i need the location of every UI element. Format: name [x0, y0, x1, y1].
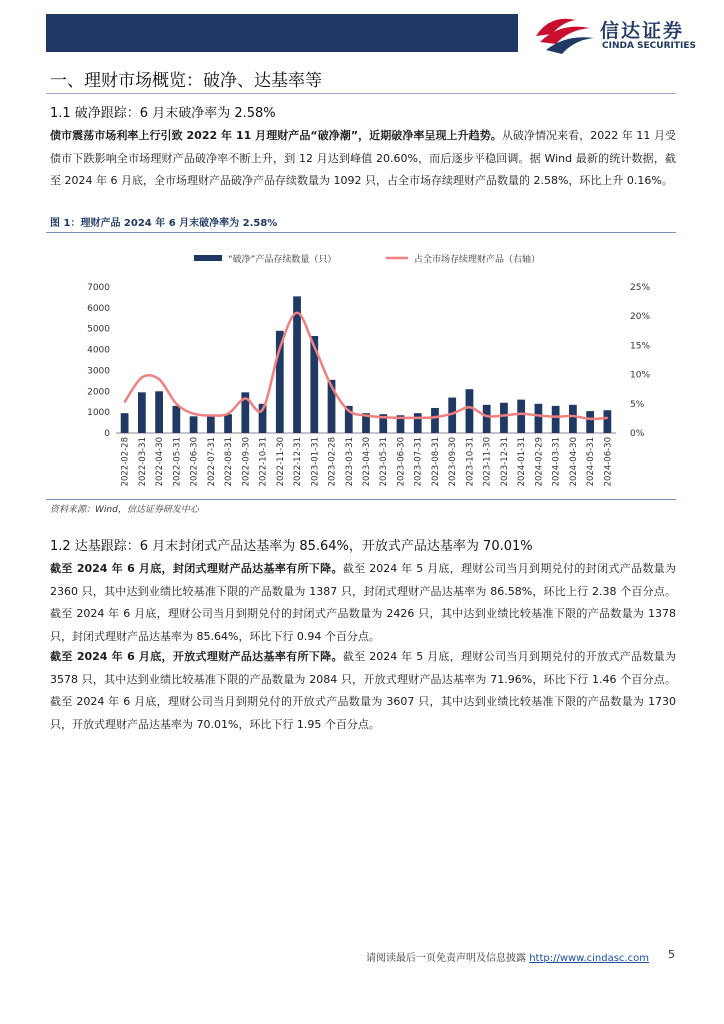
x-tick-label: 2024-06-30: [603, 437, 614, 487]
line-point: [313, 346, 315, 348]
line-point: [382, 416, 384, 418]
paragraph-open-ended: [50, 646, 676, 736]
legend-bar-swatch: [194, 255, 222, 261]
header-bar: [46, 14, 518, 52]
line-point: [210, 415, 212, 417]
line-point: [434, 416, 436, 418]
x-tick-label: 2022-08-31: [224, 437, 235, 487]
x-tick-label: 2024-05-31: [586, 437, 597, 487]
x-tick-label: 2022-02-28: [120, 437, 131, 487]
line-point: [193, 413, 195, 415]
x-tick-label: 2023-02-28: [327, 437, 338, 487]
line-point: [486, 415, 488, 417]
x-tick-label: 2024-03-31: [551, 437, 562, 487]
legend-bar-label: “破净”产品存续数量（只）: [228, 255, 337, 265]
y-right-tick-label: 5%: [630, 399, 645, 410]
line-point: [245, 398, 247, 400]
x-tick-label: 2022-06-30: [189, 437, 200, 487]
footer-disclaimer: [366, 949, 649, 964]
bar: [535, 404, 543, 433]
y-right-tick-label: 15%: [630, 341, 651, 352]
chart-legend: [194, 253, 540, 265]
bar: [190, 416, 198, 433]
paragraph-body: 从破净情况来看，2022 年 11 月受债市下跌影响全市场理财产品破净率不断上升，到 12 月达到峰值 20.60%，而后逐步平稳回调。据 Wind 最新的统计数据，截至 2024 年 6 月底，全市场理财产品破净产品存续数量为 1092 只，占全市场存续理财产品数量的 2.58%，环比上升 0.16%。: [50, 129, 676, 187]
x-tick-label: 2022-11-30: [275, 437, 286, 487]
line-point: [158, 378, 160, 380]
y-left-tick-label: 7000: [87, 283, 110, 293]
logo-mark-icon: [532, 14, 596, 56]
line-point: [451, 413, 453, 415]
line-series: [124, 312, 608, 420]
y-left-tick-label: 2000: [87, 387, 110, 398]
bar: [604, 410, 612, 433]
x-tick-label: 2022-09-30: [241, 437, 252, 487]
bar: [500, 403, 508, 433]
x-tick-label: 2023-10-31: [465, 437, 476, 487]
section-title: 一、理财市场概览：破净、达基率等: [50, 71, 322, 91]
line-point: [365, 415, 367, 417]
y-left-tick-label: 1000: [87, 408, 110, 419]
x-tick-label: 2023-05-31: [379, 437, 390, 487]
figure-bottom-rule: [46, 499, 676, 500]
line-point: [572, 415, 574, 417]
paragraph-lead: 债市震荡市场利率上行引致 2022 年 11 月理财产品“破净潮”，近期破净率呈现上升趋势。: [50, 129, 502, 142]
logo-text-cn: 信达证券: [600, 20, 685, 42]
line-point: [262, 409, 264, 411]
line-point: [348, 410, 350, 412]
footer-website-link[interactable]: http://www.cindasc.com: [529, 953, 649, 964]
logo-text-en: CINDA SECURITIES: [602, 41, 696, 51]
y-left-tick-label: 4000: [87, 345, 110, 356]
x-tick-label: 2023-11-30: [482, 437, 493, 487]
x-tick-label: 2022-04-30: [155, 437, 166, 487]
breakeven-chart: [46, 240, 676, 496]
line-point: [503, 415, 505, 417]
paragraph-closed-ended: [50, 558, 676, 648]
y-right-tick-label: 20%: [630, 312, 651, 323]
figure-source: 资料来源：Wind，信达证券研发中心: [50, 505, 199, 515]
bar: [224, 414, 232, 433]
page-number: 5: [668, 948, 675, 961]
x-tick-label: 2023-07-31: [413, 437, 424, 487]
x-tick-label: 2024-01-31: [517, 437, 528, 487]
legend-line-label: 占全市场存续理财产品（右轴）: [414, 255, 541, 265]
bar: [138, 392, 146, 433]
line-point: [176, 403, 178, 405]
line-point: [296, 312, 298, 314]
line-point: [538, 415, 540, 417]
ratio-line: [125, 313, 608, 419]
x-tick-label: 2024-02-29: [534, 437, 545, 487]
bar: [155, 391, 163, 433]
bar: [293, 296, 301, 433]
line-point: [555, 416, 557, 418]
paragraph-body: 截至 2024 年 5 月底，理财公司当月到期兑付的封闭式产品数量为 2360 只，其中达到业绩比较基准下限的产品数量为 1387 只，封闭式理财产品达基率为 86.58%，环比上行 2.38 个百分点。截至 2024 年 6 月底，理财公司当月到期兑付的封闭式产品数量为 2426 只，其中达到业绩比较基准下限的产品数量为 1378 只，封闭式理财产品达基率为 85.64%，环比下行 0.94 个百分点。: [50, 562, 676, 643]
y-left-tick-label: 3000: [87, 366, 110, 377]
x-tick-label: 2022-10-31: [258, 437, 269, 487]
figure-top-rule: [46, 232, 676, 233]
line-point: [417, 417, 419, 419]
paragraph-body: 截至 2024 年 5 月底，理财公司当月到期兑付的开放式产品数量为 3578 只，其中达到业绩比较基准下限的产品数量为 2084 只，开放式理财产品达基率为 71.96%，环比下行 1.46 个百分点。截至 2024 年 6 月底，理财公司当月到期兑付的开放式产品数量为 3607 只，其中达到业绩比较基准下限的产品数量为 1730 只，开放式理财产品达基率为 70.01%，环比下行 1.95 个百分点。: [50, 650, 676, 731]
x-axis-labels: [121, 437, 614, 486]
paragraph-lead: 截至 2024 年 6 月底，开放式理财产品达基率有所下降。: [50, 650, 343, 663]
bar: [466, 389, 474, 433]
bar-series: [121, 296, 612, 433]
x-tick-label: 2023-09-30: [448, 437, 459, 487]
y-left-tick-label: 5000: [87, 324, 110, 335]
y-right-tick-label: 0%: [630, 429, 645, 439]
figure-caption: 图 1：理财产品 2024 年 6 月末破净率为 2.58%: [50, 218, 278, 229]
company-logo: [532, 14, 712, 56]
line-point: [124, 401, 126, 403]
x-tick-label: 2023-01-31: [310, 437, 321, 487]
x-tick-label: 2022-05-31: [172, 437, 183, 487]
line-point: [227, 413, 229, 415]
bar: [586, 411, 594, 433]
bar: [207, 416, 215, 433]
subsection-title-2: 1.2 达基跟踪：6 月末封闭式产品达基率为 85.64%，开放式产品达基率为 70.01%: [50, 539, 533, 554]
y-left-tick-label: 0: [104, 429, 110, 439]
x-tick-label: 2022-03-31: [137, 437, 148, 487]
line-point: [607, 417, 609, 419]
bar: [414, 413, 422, 433]
y-right-tick-label: 10%: [630, 370, 651, 381]
line-point: [279, 348, 281, 350]
paragraph-breakeven: [50, 125, 676, 193]
subsection-title-1: 1.1 破净跟踪：6 月末破净率为 2.58%: [50, 106, 276, 121]
line-point: [520, 413, 522, 415]
y-left-tick-label: 6000: [87, 303, 110, 314]
section-divider: [46, 93, 676, 94]
bar: [552, 406, 560, 433]
x-tick-label: 2023-06-30: [396, 437, 407, 487]
line-point: [469, 407, 471, 409]
x-tick-label: 2024-04-30: [568, 437, 579, 487]
x-tick-label: 2023-03-31: [344, 437, 355, 487]
line-point: [589, 418, 591, 420]
footer-note-text: 请阅读最后一页免责声明及信息披露: [366, 953, 526, 964]
line-point: [400, 417, 402, 419]
bar: [121, 413, 129, 433]
bar: [483, 405, 491, 433]
bar: [569, 405, 577, 433]
x-tick-label: 2023-04-30: [362, 437, 372, 487]
y-right-tick-label: 25%: [630, 283, 651, 293]
x-tick-label: 2023-08-31: [430, 437, 441, 487]
x-tick-label: 2022-12-31: [293, 437, 304, 487]
bar: [431, 408, 439, 433]
line-point: [331, 385, 333, 387]
bar: [172, 406, 180, 433]
x-tick-label: 2023-12-31: [499, 437, 510, 487]
line-point: [141, 377, 143, 379]
x-tick-label: 2022-07-31: [206, 437, 217, 487]
paragraph-lead: 截至 2024 年 6 月底，封闭式理财产品达基率有所下降。: [50, 562, 343, 575]
bar: [517, 400, 525, 433]
